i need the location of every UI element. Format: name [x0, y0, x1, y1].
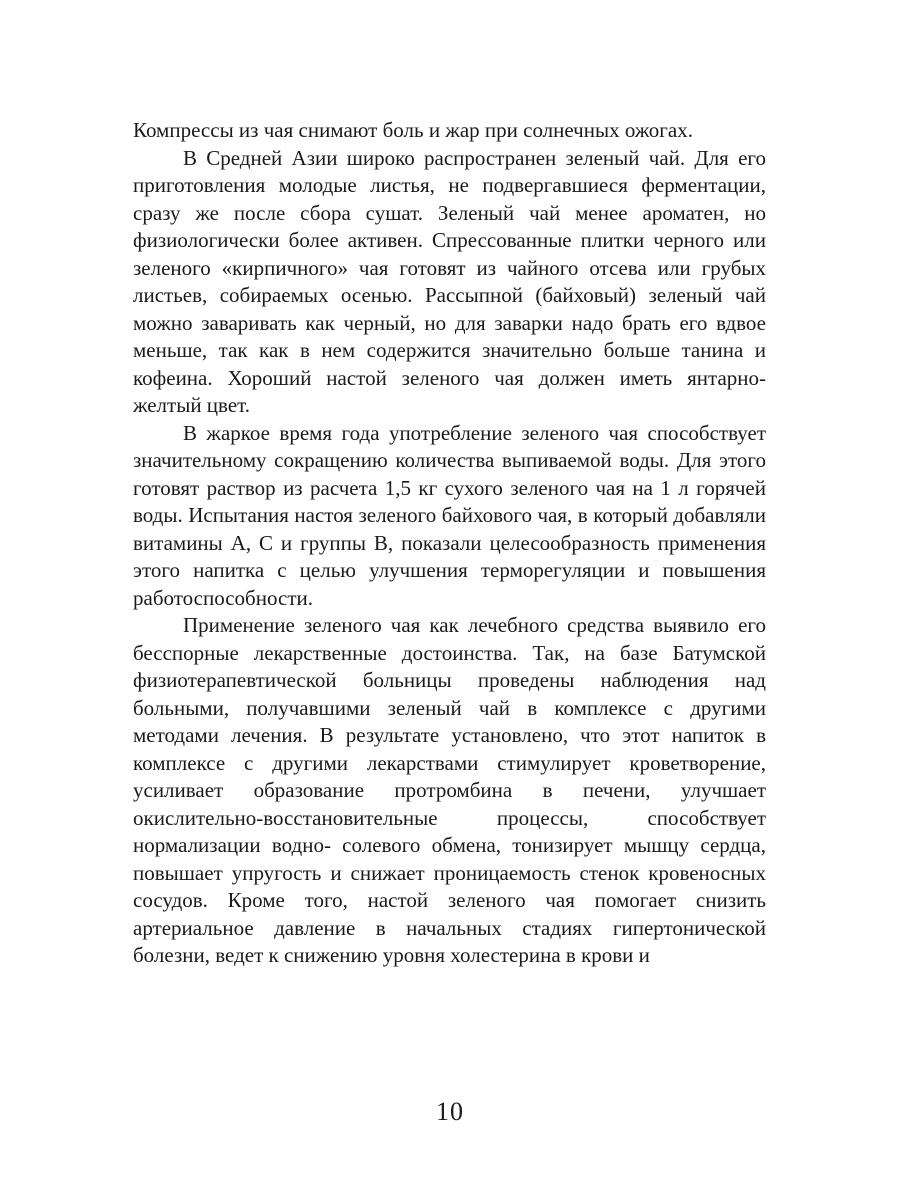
paragraph-4: Применение зеленого чая как лечебного средства выявило его бесспорные лекарственные достоинства. Так, на базе Батумской физиотерапевтической больницы проведены наблюдения над больными, получавшими зеленый чай в комплексе с другими методами лечения. В результате установлено, что этот напиток в комплексе с другими лекарствами стимулирует кроветворение, усиливает образование протромбина в печени, улучшает окислительно-восстановительные процессы, способствует нормализации водно- солевого обмена, тонизирует мышцу сердца, повышает упругость и снижает проницаемость стенок кровеносных сосудов. Кроме того, настой зеленого чая помогает снизить артериальное давление в начальных стадиях гипертонической болезни, ведет к снижению уровня холестерина в крови и [133, 613, 766, 967]
page-number: 10 [436, 1097, 464, 1126]
paragraph-3: В жаркое время года употребление зеленого чая способствует значительному сокращению количества выпиваемой воды. Для этого готовят раствор из расчета 1,5 кг сухого зеленого чая на 1 л горячей воды. Испытания настоя зеленого байхового чая, в который добавляли витамины А, С и группы В, показали целесообразность применения этого напитка с целью улучшения терморегуляции и повышения работоспособности. [133, 420, 766, 610]
paragraph-1: Компрессы из чая снимают боль и жар при солнечных ожогах. [133, 118, 693, 142]
paragraph-2: В Средней Азии широко распространен зеленый чай. Для его приготовления молодые листья, не подвергавшиеся ферментации, сразу же после сбора сушат. Зеленый чай менее ароматен, но физиологически более активен. Спрессованные плитки черного или зеленого «кирпичного» чая готовят из чайного отсева или грубых листьев, собираемых осенью. Рассыпной (байховый) зеленый чай можно заваривать как черный, но для заварки надо брать его вдвое меньше, так как в нем содержится значительно больше танина и кофеина. Хороший настой зеленого чая должен иметь янтарно- желтый цвет. [133, 145, 766, 417]
body-text [133, 117, 766, 970]
